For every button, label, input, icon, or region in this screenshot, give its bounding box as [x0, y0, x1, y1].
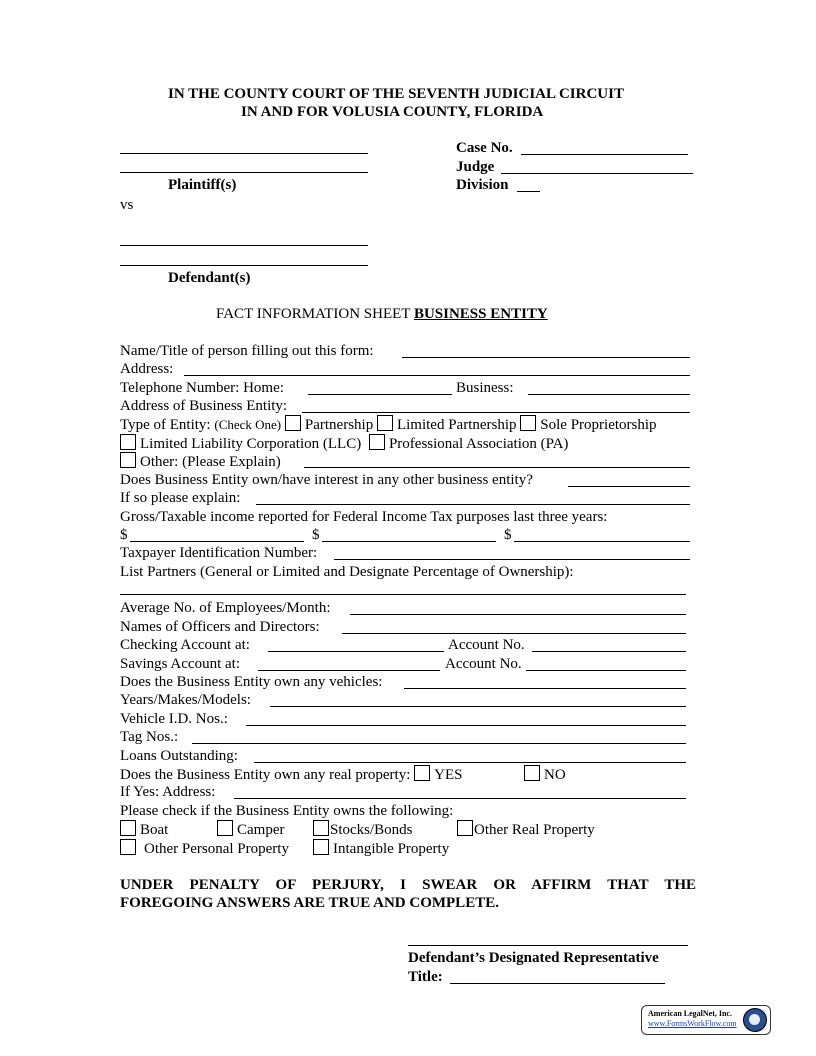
own-interest-label: Does Business Entity own/have interest in any other business entity? — [120, 472, 533, 488]
boat-checkbox[interactable] — [120, 820, 136, 836]
plaintiff-label: Plaintiff(s) — [168, 177, 237, 193]
if-yes-address-label: If Yes: Address: — [120, 784, 216, 800]
address-label: Address: — [120, 361, 174, 377]
name-title-label: Name/Title of person filling out this form: — [120, 343, 374, 359]
taxpayer-id-field[interactable] — [334, 559, 690, 560]
judge-label: Judge — [456, 159, 495, 175]
real-property-no-label: NO — [544, 767, 566, 783]
sole-proprietorship-label: Sole Proprietorship — [540, 417, 657, 433]
judge-field[interactable] — [501, 173, 693, 174]
income-year-1-field[interactable] — [130, 541, 304, 542]
own-vehicles-label: Does the Business Entity own any vehicles: — [120, 674, 383, 690]
entity-type-row-2 — [120, 434, 568, 453]
limited-partnership-label: Limited Partnership — [396, 417, 517, 433]
boat-label: Boat — [140, 822, 169, 838]
llc-checkbox[interactable] — [120, 434, 136, 450]
stocks-checkbox[interactable] — [313, 820, 329, 836]
other-real-option — [457, 820, 595, 839]
camper-option — [217, 820, 284, 839]
entity-type-label: Type of Entity: — [120, 417, 211, 433]
plaintiff-line-1[interactable] — [120, 153, 368, 154]
division-field[interactable] — [517, 191, 540, 192]
savings-account-no-label: Account No. — [445, 656, 522, 672]
other-entity-checkbox[interactable] — [120, 452, 136, 468]
years-makes-label: Years/Makes/Models: — [120, 692, 251, 708]
savings-label: Savings Account at: — [120, 656, 240, 672]
own-interest-field[interactable] — [568, 486, 690, 487]
other-real-label: Other Real Property — [474, 822, 595, 838]
years-makes-field[interactable] — [270, 706, 686, 707]
real-property-yes-checkbox[interactable] — [414, 765, 430, 781]
officers-field[interactable] — [342, 633, 686, 634]
limited-partnership-checkbox[interactable] — [377, 415, 393, 431]
defendant-line-1[interactable] — [120, 245, 368, 246]
checking-field[interactable] — [268, 651, 444, 652]
boat-option — [120, 820, 168, 839]
income-year-3-field[interactable] — [514, 541, 690, 542]
pa-label: Professional Association (PA) — [388, 436, 569, 452]
real-property-row — [120, 765, 462, 784]
defendant-label: Defendant(s) — [168, 270, 251, 286]
case-no-label: Case No. — [456, 140, 513, 156]
title-field[interactable] — [450, 983, 665, 984]
plaintiff-line-2[interactable] — [120, 172, 368, 173]
checking-label: Checking Account at: — [120, 637, 250, 653]
seal-icon — [743, 1008, 767, 1032]
real-property-no — [524, 765, 566, 784]
telephone-business-field[interactable] — [528, 394, 690, 395]
income-dollar-2: $ — [312, 527, 320, 543]
court-heading-line1: IN THE COUNTY COURT OF THE SEVENTH JUDICIAL CIRCUIT — [168, 86, 624, 102]
sole-proprietorship-checkbox[interactable] — [520, 415, 536, 431]
intangible-label: Intangible Property — [333, 841, 450, 857]
other-entity-label: Other: (Please Explain) — [140, 454, 281, 470]
partnership-checkbox[interactable] — [285, 415, 301, 431]
logo-url[interactable]: www.FormsWorkFlow.com — [648, 1019, 737, 1028]
please-check-label: Please check if the Business Entity owns the following: — [120, 803, 454, 819]
forms-workflow-logo — [641, 1005, 771, 1035]
income-year-2-field[interactable] — [322, 541, 496, 542]
loans-field[interactable] — [254, 762, 686, 763]
intangible-checkbox[interactable] — [313, 839, 329, 855]
business-address-label: Address of Business Entity: — [120, 398, 288, 414]
real-property-no-checkbox[interactable] — [524, 765, 540, 781]
llc-label: Limited Liability Corporation (LLC) — [140, 436, 362, 452]
name-title-field[interactable] — [402, 357, 690, 358]
other-personal-checkbox[interactable] — [120, 839, 136, 855]
stocks-option — [313, 820, 413, 839]
taxpayer-id-label: Taxpayer Identification Number: — [120, 545, 318, 561]
income-dollar-3: $ — [504, 527, 512, 543]
list-partners-label: List Partners (General or Limited and Designate Percentage of Ownership): — [120, 564, 574, 580]
vehicle-id-field[interactable] — [246, 725, 686, 726]
camper-label: Camper — [237, 822, 285, 838]
form-title-emph: BUSINESS ENTITY — [413, 306, 548, 322]
savings-field[interactable] — [258, 670, 440, 671]
tag-nos-label: Tag Nos.: — [120, 729, 179, 745]
title-label: Title: — [408, 969, 443, 985]
case-no-field[interactable] — [521, 154, 688, 155]
partnership-label: Partnership — [304, 417, 374, 433]
loans-label: Loans Outstanding: — [120, 748, 238, 764]
defendant-line-2[interactable] — [120, 265, 368, 266]
checking-account-no-field[interactable] — [532, 651, 686, 652]
address-field[interactable] — [184, 375, 690, 376]
division-label: Division — [456, 177, 509, 193]
representative-label: Defendant’s Designated Representative — [408, 950, 659, 966]
telephone-home-label: Telephone Number: Home: — [120, 380, 284, 396]
if-so-field[interactable] — [256, 504, 690, 505]
entity-type-row-3 — [120, 452, 281, 471]
checking-account-no-label: Account No. — [448, 637, 525, 653]
income-dollar-1: $ — [120, 527, 128, 543]
own-vehicles-field[interactable] — [404, 688, 686, 689]
form-title — [216, 305, 548, 323]
logo-company: American LegalNet, Inc. — [648, 1009, 732, 1018]
other-real-checkbox[interactable] — [457, 820, 473, 836]
telephone-business-label: Business: — [456, 380, 514, 396]
oath-line-2: FOREGOING ANSWERS ARE TRUE AND COMPLETE. — [120, 895, 499, 911]
camper-checkbox[interactable] — [217, 820, 233, 836]
business-address-field[interactable] — [302, 412, 690, 413]
real-property-label: Does the Business Entity own any real property: — [120, 767, 411, 783]
court-heading-line2: IN AND FOR VOLUSIA COUNTY, FLORIDA — [241, 104, 544, 120]
telephone-home-field[interactable] — [308, 394, 452, 395]
avg-employees-label: Average No. of Employees/Month: — [120, 600, 331, 616]
other-personal-option — [120, 839, 289, 858]
signature-line[interactable] — [408, 945, 688, 946]
officers-label: Names of Officers and Directors: — [120, 619, 320, 635]
intangible-option — [313, 839, 449, 858]
other-personal-label: Other Personal Property — [144, 841, 289, 857]
pa-checkbox[interactable] — [369, 434, 385, 450]
entity-type-row-1 — [120, 415, 657, 434]
gross-income-label: Gross/Taxable income reported for Federal Income Tax purposes last three years: — [120, 509, 608, 525]
other-entity-field[interactable] — [304, 467, 690, 468]
oath-line-1: UNDER PENALTY OF PERJURY, I SWEAR OR AFFIRM THAT THE — [120, 877, 696, 893]
savings-account-no-field[interactable] — [526, 670, 686, 671]
form-title-prefix: FACT INFORMATION SHEET — [216, 306, 411, 322]
check-one-note: (Check One) — [214, 417, 282, 432]
list-partners-field[interactable] — [120, 594, 686, 595]
tag-nos-field[interactable] — [192, 743, 686, 744]
vs-label: vs — [120, 197, 134, 213]
if-yes-address-field[interactable] — [234, 798, 686, 799]
avg-employees-field[interactable] — [350, 614, 686, 615]
if-so-label: If so please explain: — [120, 490, 241, 506]
stocks-label: Stocks/Bonds — [330, 822, 413, 838]
vehicle-id-label: Vehicle I.D. Nos.: — [120, 711, 228, 727]
real-property-yes-label: YES — [434, 767, 463, 783]
